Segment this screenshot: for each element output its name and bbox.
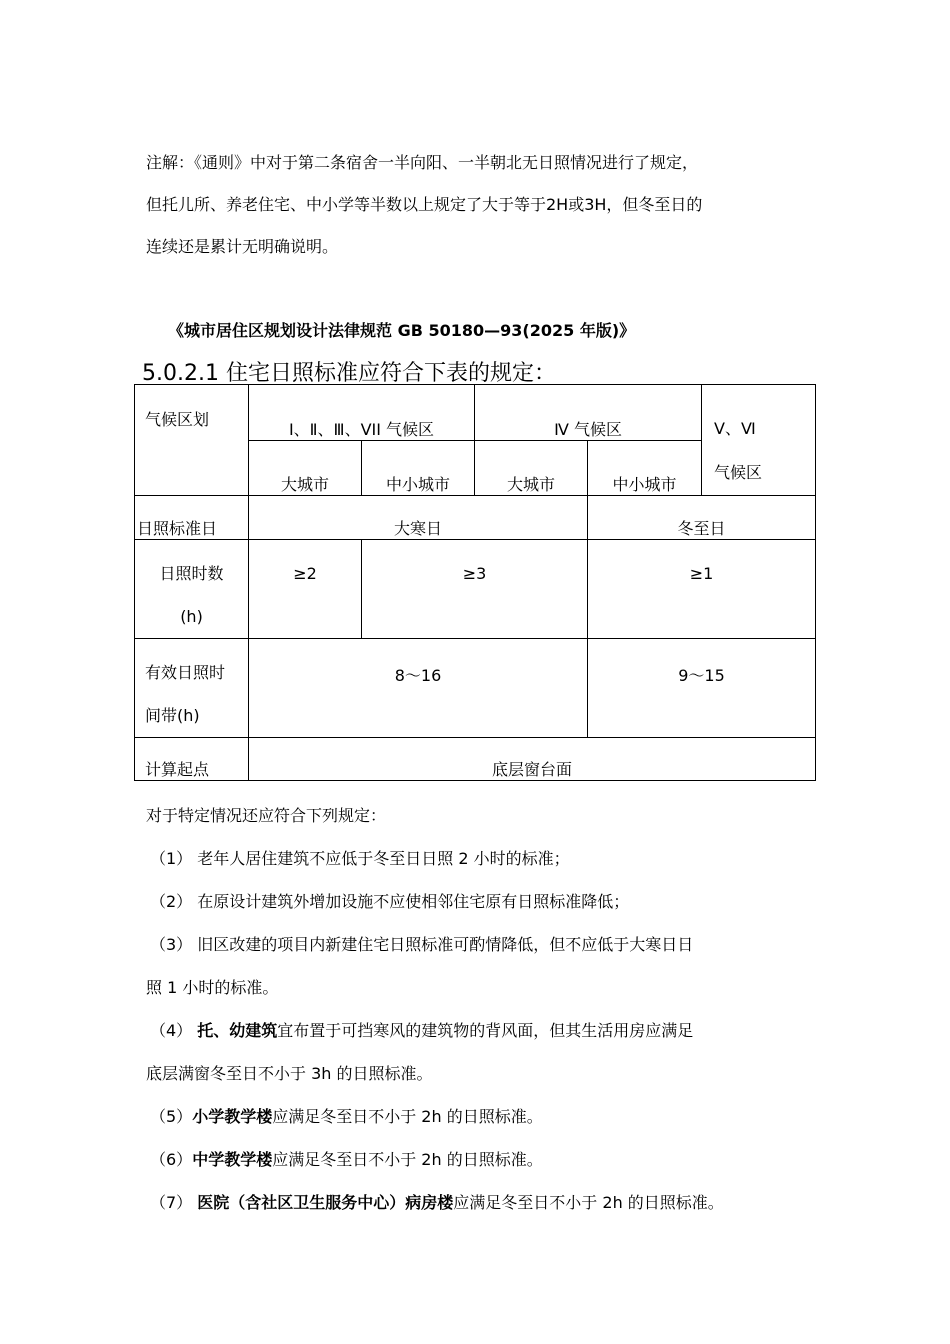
zone-5-6-line: 气候区 <box>714 463 763 482</box>
rule-text: 应满足冬至日不小于 2h 的日照标准。 <box>272 1150 543 1169</box>
sunlight-hours-label <box>135 540 249 639</box>
calc-start-value: 底层窗台面 <box>249 738 816 781</box>
label-line: 有效日照时 <box>145 663 226 682</box>
rule-text: 应满足冬至日不小于 2h 的日照标准。 <box>453 1193 724 1212</box>
climate-zone-header: 气候区划 <box>135 385 249 496</box>
rule-text: 宜布置于可挡寒风的建筑物的背风面，但其生活用房应满足 <box>277 1021 694 1040</box>
rule-item-continuation: 照 1 小时的标准。 <box>146 978 279 997</box>
hours-ge3-cell: ≥3 <box>362 540 588 639</box>
zone-5-6-line: Ⅴ、Ⅵ <box>714 419 756 438</box>
effective-period-label <box>135 639 249 738</box>
rule-item: （3） 旧区改建的项目内新建住宅日照标准可酌情降低，但不应低于大寒日日 <box>150 935 694 954</box>
zone-5-6-header <box>702 385 816 496</box>
sunlight-standard-table <box>134 384 816 781</box>
rule-number: （6） <box>150 1150 193 1169</box>
big-city-cell: 大城市 <box>249 440 362 496</box>
section-title: 5.0.2.1 住宅日照标准应符合下表的规定： <box>142 361 556 386</box>
small-city-cell: 中小城市 <box>362 440 475 496</box>
label-line: 间带(h) <box>145 706 200 725</box>
rule-item: （1） 老年人居住建筑不应低于冬至日日照 2 小时的标准； <box>150 849 570 868</box>
zone-4-header: Ⅳ 气候区 <box>475 385 702 441</box>
document-title: 《城市居住区规划设计法律规范 GB 50180—93(2025 年版)》 <box>168 321 636 340</box>
dongzhi-cell: 冬至日 <box>588 496 816 540</box>
rule-item <box>146 1009 836 1052</box>
standard-day-label: 日照标准日 <box>135 496 249 540</box>
big-city-cell: 大城市 <box>475 440 588 496</box>
calc-start-label: 计算起点 <box>135 738 249 781</box>
period-9-15-cell: 9～15 <box>588 639 816 738</box>
label-line: 日照时数 <box>159 564 224 583</box>
zone-1-7-header: Ⅰ、Ⅱ、Ⅲ、VII 气候区 <box>249 385 475 441</box>
rule-number: （4） <box>150 1021 198 1040</box>
note-line: 但托儿所、养老住宅、中小学等半数以上规定了大于等于2H或3H，但冬至日的 <box>146 195 703 214</box>
rule-item <box>146 1138 836 1181</box>
rule-number: （5） <box>150 1107 193 1126</box>
rule-subject: 小学教学楼 <box>192 1107 273 1126</box>
rule-subject: 托、幼建筑 <box>197 1021 278 1040</box>
rule-text: 应满足冬至日不小于 2h 的日照标准。 <box>272 1107 543 1126</box>
label-line: (h) <box>180 607 203 626</box>
rules-intro: 对于特定情况还应符合下列规定： <box>146 806 387 825</box>
rule-subject: 中学教学楼 <box>192 1150 273 1169</box>
note-line: 连续还是累计无明确说明。 <box>146 237 339 256</box>
dahan-cell: 大寒日 <box>249 496 588 540</box>
rule-item: （2） 在原设计建筑外增加设施不应使相邻住宅原有日照标准降低； <box>150 892 630 911</box>
rule-item <box>146 1181 836 1224</box>
period-8-16-cell: 8～16 <box>249 639 588 738</box>
small-city-cell: 中小城市 <box>588 440 702 496</box>
note-paragraph <box>146 142 826 268</box>
rule-item <box>146 1095 836 1138</box>
rule-number: （7） <box>150 1193 198 1212</box>
hours-ge2-cell: ≥2 <box>249 540 362 639</box>
hours-ge1-cell: ≥1 <box>588 540 816 639</box>
note-line: 注解：《通则》中对于第二条宿舍一半向阳、一半朝北无日照情况进行了规定， <box>146 153 699 172</box>
special-rules-list <box>146 794 836 1224</box>
rule-subject: 医院（含社区卫生服务中心）病房楼 <box>197 1193 454 1212</box>
rule-item-continuation: 底层满窗冬至日不小于 3h 的日照标准。 <box>146 1064 433 1083</box>
